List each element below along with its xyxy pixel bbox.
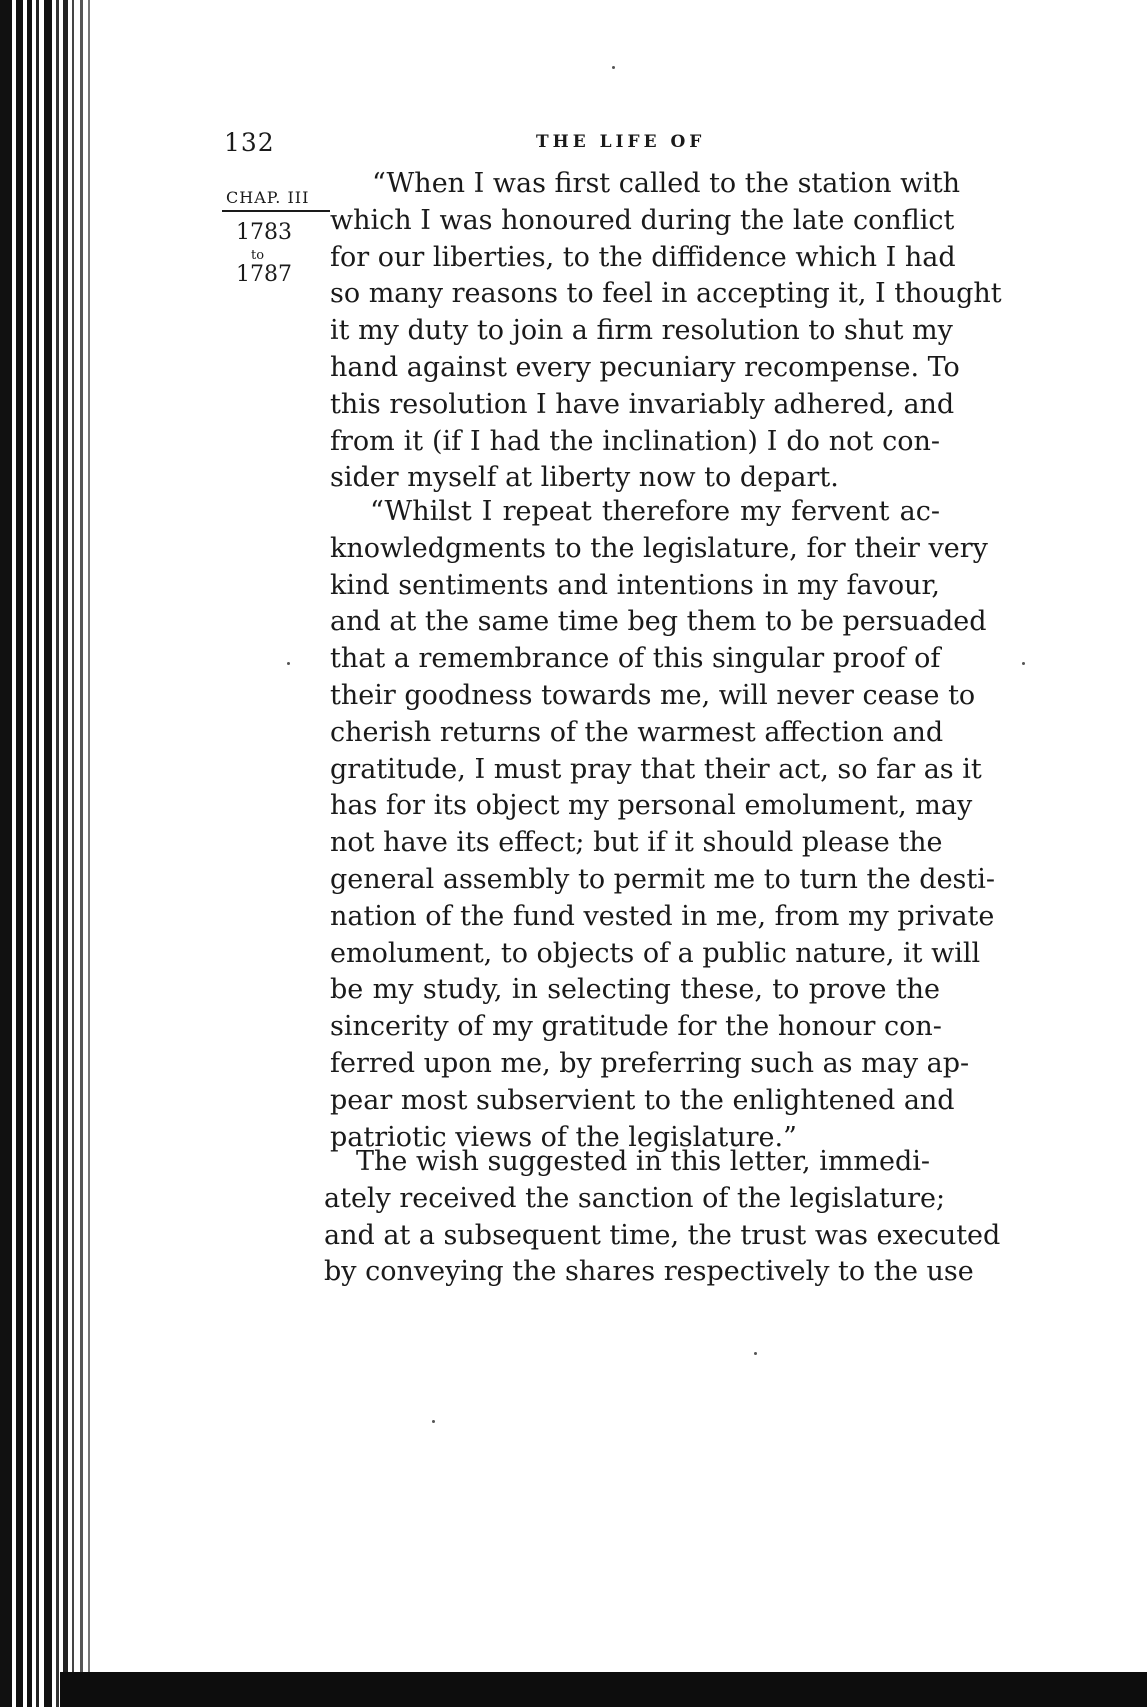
book-binding-edge [0, 0, 12, 1707]
text-line: ferred upon me, by preferring such as may ap- [330, 1047, 970, 1079]
text-line: and at a subsequent time, the trust was executed [324, 1219, 1001, 1251]
book-binding-edge [80, 0, 83, 1707]
paragraph-1 [330, 166, 1002, 497]
text-line: not have its effect; but if it should please the [330, 827, 943, 859]
book-binding-edge [27, 0, 32, 1707]
year-to: to [251, 248, 265, 263]
text-line: The wish suggested in this letter, immedi- [356, 1146, 931, 1177]
text-line: for our liberties, to the diffidence which I had [330, 241, 956, 273]
book-binding-edge [36, 0, 39, 1707]
text-line: which I was honoured during the late conflict [330, 204, 955, 236]
text-line: cherish returns of the warmest affection and [330, 716, 944, 748]
running-title: THE LIFE OF [536, 132, 706, 152]
text-line: “When I was first called to the station with [372, 168, 961, 199]
text-line: gratitude, I must pray that their act, so far as it [330, 753, 982, 785]
scan-speck [1022, 662, 1025, 665]
chapter-rule [222, 210, 330, 212]
scan-bottom-edge [60, 1672, 1147, 1707]
text-line: hand against every pecuniary recompense. To [330, 351, 960, 383]
text-line: ately received the sanction of the legislature; [324, 1182, 946, 1214]
text-line: patriotic views of the legislature.” [330, 1121, 797, 1153]
text-line: emolument, to objects of a public nature, it will [330, 937, 981, 969]
text-line: that a remembrance of this singular proof of [330, 643, 941, 675]
text-line: from it (if I had the inclination) I do not con- [330, 425, 940, 457]
text-line: knowledgments to the legislature, for their very [330, 532, 988, 564]
text-line: has for its object my personal emolument, may [330, 790, 973, 822]
scan-speck [432, 1420, 435, 1423]
scan-speck [754, 1352, 757, 1355]
text-line: “Whilst I repeat therefore my fervent ac- [370, 496, 940, 527]
text-line: this resolution I have invariably adhered, and [330, 388, 955, 420]
scan-speck [287, 662, 290, 665]
paragraph-3 [324, 1144, 1001, 1291]
text-line: kind sentiments and intentions in my favour, [330, 569, 940, 601]
chapter-label: CHAP. III [226, 188, 310, 207]
book-binding-edge [72, 0, 74, 1707]
book-binding-edge [56, 0, 59, 1707]
book-binding-edge [16, 0, 23, 1707]
text-line: sider myself at liberty now to depart. [330, 462, 839, 494]
text-line: be my study, in selecting these, to prove the [330, 974, 940, 1006]
scan-speck [612, 66, 615, 69]
text-line: it my duty to join a firm resolution to shut my [330, 315, 953, 347]
text-line: sincerity of my gratitude for the honour con- [330, 1011, 942, 1043]
book-binding-edge [44, 0, 52, 1707]
book-binding-edge [63, 0, 68, 1707]
year-start: 1783 [236, 220, 292, 245]
text-line: pear most subservient to the enlightened and [330, 1084, 955, 1116]
year-end: 1787 [236, 262, 292, 287]
text-line: their goodness towards me, will never cease to [330, 679, 976, 711]
paragraph-2 [330, 494, 996, 1156]
text-line: by conveying the shares respectively to the use [324, 1256, 974, 1288]
text-line: so many reasons to feel in accepting it, I thought [330, 278, 1002, 310]
text-line: and at the same time beg them to be persuaded [330, 606, 987, 638]
page-number: 132 [224, 128, 275, 157]
text-line: general assembly to permit me to turn the desti- [330, 863, 996, 895]
book-binding-edge [88, 0, 90, 1707]
text-line: nation of the fund vested in me, from my private [330, 900, 995, 932]
